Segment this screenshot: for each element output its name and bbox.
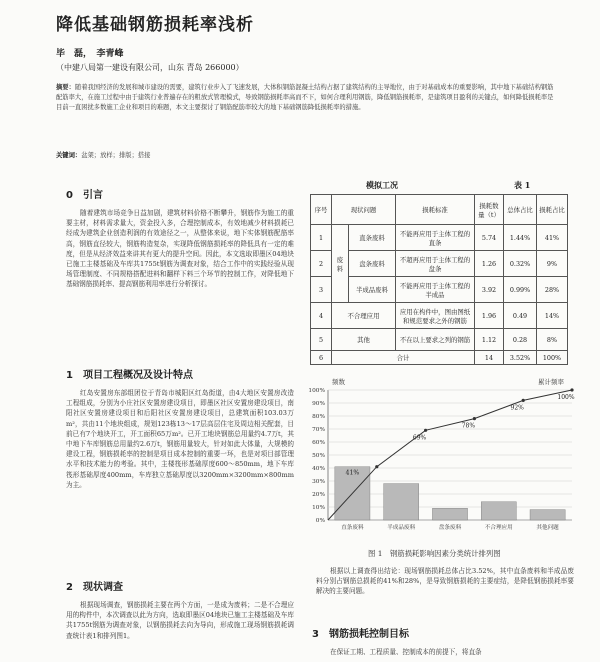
table-cell: 6: [311, 351, 332, 365]
authors: 毕 磊， 李青峰: [56, 49, 124, 59]
keywords-label: 关键词：: [56, 152, 82, 159]
table-cell: 0.28: [504, 329, 537, 351]
section1-paragraph: 红岛安置房东部组团位于青岛市城阳区红岛街道，由4大地区安置房改造工程组成，分别为小庄社区安置房建设项目，即墨区社区安置房建设项目，南阳社区安置房建设项目和后阳社区安置房建设项目，总建筑面积103.03万m²，共由11个地块组成，规划123栋13～17层高层住宅及周边相关配套，目前已有7个地块开工，开工面积65万m²。已开工地块钢筋总用量约4.7万t，其中地下车库钢筋总用量约2.6万t，钢筋用量较大，针对如此大体量，大规模的建设工程，钢筋损耗率的控制是项目成本控制的重要一环，也是对项目部管理水平和技术能力的考验。其中，主楼筏形基础厚度600～850mm，地下车库筏形基础厚度400mm，车库独立基础厚度以3200mm×3200mm×800mm为主。: [66, 389, 294, 489]
x-axis-labels: [341, 523, 559, 531]
y-tick-label: 0%: [315, 518, 325, 524]
section3-paragraph: 在保证工期、工程质量、控制成本的前提下，将直条: [330, 648, 482, 656]
table-cell: 2: [311, 251, 332, 277]
table-cell: 1: [311, 225, 332, 251]
y-tick-label: 30%: [312, 479, 325, 485]
bar: [432, 508, 467, 520]
cumulative-point: [424, 429, 427, 432]
table-cell: 0.32%: [504, 251, 537, 277]
col-header: 现状问题: [332, 195, 396, 225]
table-row: [311, 277, 568, 303]
table-header-row: [311, 195, 568, 225]
table-cell: 直条废料: [349, 225, 396, 251]
table-cell: 28%: [537, 277, 568, 303]
affiliation: （中建八局第一建设有限公司，山东 青岛 266000）: [56, 63, 244, 72]
cumulative-data-label: 78%: [461, 422, 476, 430]
bar: [481, 502, 516, 520]
y-tick-label: 50%: [312, 453, 325, 459]
col-header: 损耗占比: [537, 195, 568, 225]
table-cell: 半成品废料: [349, 277, 396, 303]
table-row: [311, 251, 568, 277]
col-header: 总体占比: [504, 195, 537, 225]
table-cell: 合计: [332, 351, 475, 365]
y-tick-label: 80%: [312, 414, 325, 420]
y-tick-label: 100%: [308, 388, 325, 394]
table-cell: 1.96: [475, 303, 504, 329]
table-cell: 不在以上要求之列的钢筋: [396, 329, 475, 351]
table-cell: 1.44%: [504, 225, 537, 251]
abstract-label: 摘要：: [56, 84, 75, 91]
data-table: [310, 194, 568, 365]
x-tick-label: 半成品废料: [387, 525, 416, 531]
cumulative-point: [375, 465, 378, 468]
abstract: [56, 83, 556, 113]
x-tick-label: 其他问题: [536, 525, 559, 531]
table-cell: 9%: [537, 251, 568, 277]
paper-title: 降低基础钢筋损耗率浅析: [56, 15, 254, 35]
cumulative-data-label: 100%: [557, 394, 575, 401]
table-cell: 8%: [537, 329, 568, 351]
table-cell: 盘条废料: [349, 251, 396, 277]
table-cell: 1.26: [475, 251, 504, 277]
cumulative-data-label: 69%: [412, 434, 427, 442]
table-cell: 1.12: [475, 329, 504, 351]
section2-paragraph: 根据现场调查，钢筋损耗主要在两个方面，一是成为废料；二是不合理应用的构件中，本次调查以此为方向，选取即墨区04地块已施工主楼基础及车库共1755t钢筋为调查对象，以钢筋损耗去向为导向，形成施工现场钢筋损耗调查统计表1和排列图1。: [66, 601, 294, 640]
intro-heading: 0 引言: [66, 190, 103, 201]
y-tick-label: 20%: [312, 492, 325, 498]
y-tick-label: 10%: [312, 505, 325, 511]
x-tick-label: 直条废料: [341, 525, 364, 531]
y-tick-label: 40%: [312, 466, 325, 472]
col-header: 损耗数量（t）: [475, 195, 504, 225]
col-header: 序号: [311, 195, 332, 225]
keywords-text: 盆架；放样；排版；搭接: [81, 152, 151, 159]
table-cell: 100%: [537, 351, 568, 365]
table-cell: 0.49: [504, 303, 537, 329]
table-row: [311, 225, 568, 251]
bar: [384, 484, 419, 520]
table-cell: 3.52%: [504, 351, 537, 365]
table-cell: 废料: [332, 225, 349, 303]
y-tick-label: 70%: [312, 427, 325, 433]
table-cell: 应用在构件中，图由图纸和规范要求之外的钢筋: [396, 303, 475, 329]
table-cell: 不超再应用于主体工程的盘条: [396, 251, 475, 277]
cumulative-point: [570, 388, 573, 391]
table-row: [311, 329, 568, 351]
table-cell: 3.92: [475, 277, 504, 303]
table-cell: 5: [311, 329, 332, 351]
table-cell: 3: [311, 277, 332, 303]
y-tick-label: 60%: [312, 440, 325, 446]
table-cell: 不能再应用于主体工程的直条: [396, 225, 475, 251]
table-cell: 5.74: [475, 225, 504, 251]
table-cell: 4: [311, 303, 332, 329]
conclusion-paragraph: 根据以上调查得出结论：现场钢筋损耗总体占比3.52%，其中直条废料和半成品废料分别占钢筋总损耗的41%和28%，是导致钢筋损耗的主要症结，是降低钢筋损耗率要解决的主要问题。: [316, 567, 574, 596]
table-cell: 不能再应用于主体工程的半成品: [396, 277, 475, 303]
table-row: [311, 303, 568, 329]
table-label: 表 1: [514, 180, 531, 190]
table-cell: 41%: [537, 225, 568, 251]
bar: [530, 510, 565, 520]
abstract-text: 随着我国经济的发展和城市建设的需要，建筑行业步入了飞速发展，大体积钢筋混凝土结构占据了建筑结构的主导地位，由于对基础成本的重要影响，其中地下基础结构钢筋配筋率大，在施工过程中由于建筑行业普遍存在的粗放式管理模式，导致钢筋损耗率高而不下，如何合理利用钢筋，降低钢筋损耗率，是建筑项目盈利的关键点，如何降低损耗率是目前一直困扰多数施工企业和项目的难题，本文主要探讨了钢筋配筋率较大的地下基础钢筋降低损耗率的措施。: [56, 84, 554, 111]
section3-heading: 3 钢筋损耗控制目标: [312, 629, 409, 640]
cumulative-point: [473, 417, 476, 420]
figure-caption: 图 1 钢筋损耗影响因素分类统计排列图: [368, 549, 501, 558]
table-cell: 0.99%: [504, 277, 537, 303]
right-axis-label: 累计频率: [538, 378, 564, 386]
keywords: [56, 150, 150, 159]
bar-data-label: 41%: [345, 469, 360, 477]
section2-heading: 2 现状调查: [66, 582, 123, 593]
x-tick-label: 盘条废料: [438, 525, 462, 531]
x-tick-label: 不合理应用: [484, 525, 513, 531]
table-row: [311, 351, 568, 365]
table-title: 模拟工况: [366, 180, 398, 190]
table-cell: 14%: [537, 303, 568, 329]
y-tick-label: 90%: [312, 401, 325, 407]
cumulative-data-label: 92%: [510, 404, 524, 412]
left-axis-label: 频数: [332, 378, 345, 386]
pareto-chart: [300, 374, 590, 544]
cumulative-point: [522, 399, 525, 402]
table-cell: 14: [475, 351, 504, 365]
table-cell: 不合理应用: [332, 303, 396, 329]
table-cell: 其他: [332, 329, 396, 351]
col-header: 损耗标准: [396, 195, 475, 225]
intro-paragraph: 随着建筑市场竞争日益加剧，建筑材料价格不断攀升，钢筋作为施工的重要主材，材料需求量大，资金投入多，合理控制成本，有效地减少材料损耗已经成为建筑企业创造利润的有效途径之一，从整体来说，地下实体钢筋配筋率高，钢筋直径较大，钢筋构造复杂，实现降低钢筋损耗率的降低具有一定的难度，但是从经济效益来讲其有更大的提升空间。因此，本文选取即墨区04地块已施工主楼基础及车库共1755t钢筋为调查对象，结合工作中的实践经验从现场管理制度、不同规格搭配进料和翻样下料三个环节的控制工作，对降低地下基础钢筋损耗率、提高钢筋利用率进行分析探讨。: [66, 209, 294, 289]
section1-heading: 1 项目工程概况及设计特点: [66, 370, 193, 381]
